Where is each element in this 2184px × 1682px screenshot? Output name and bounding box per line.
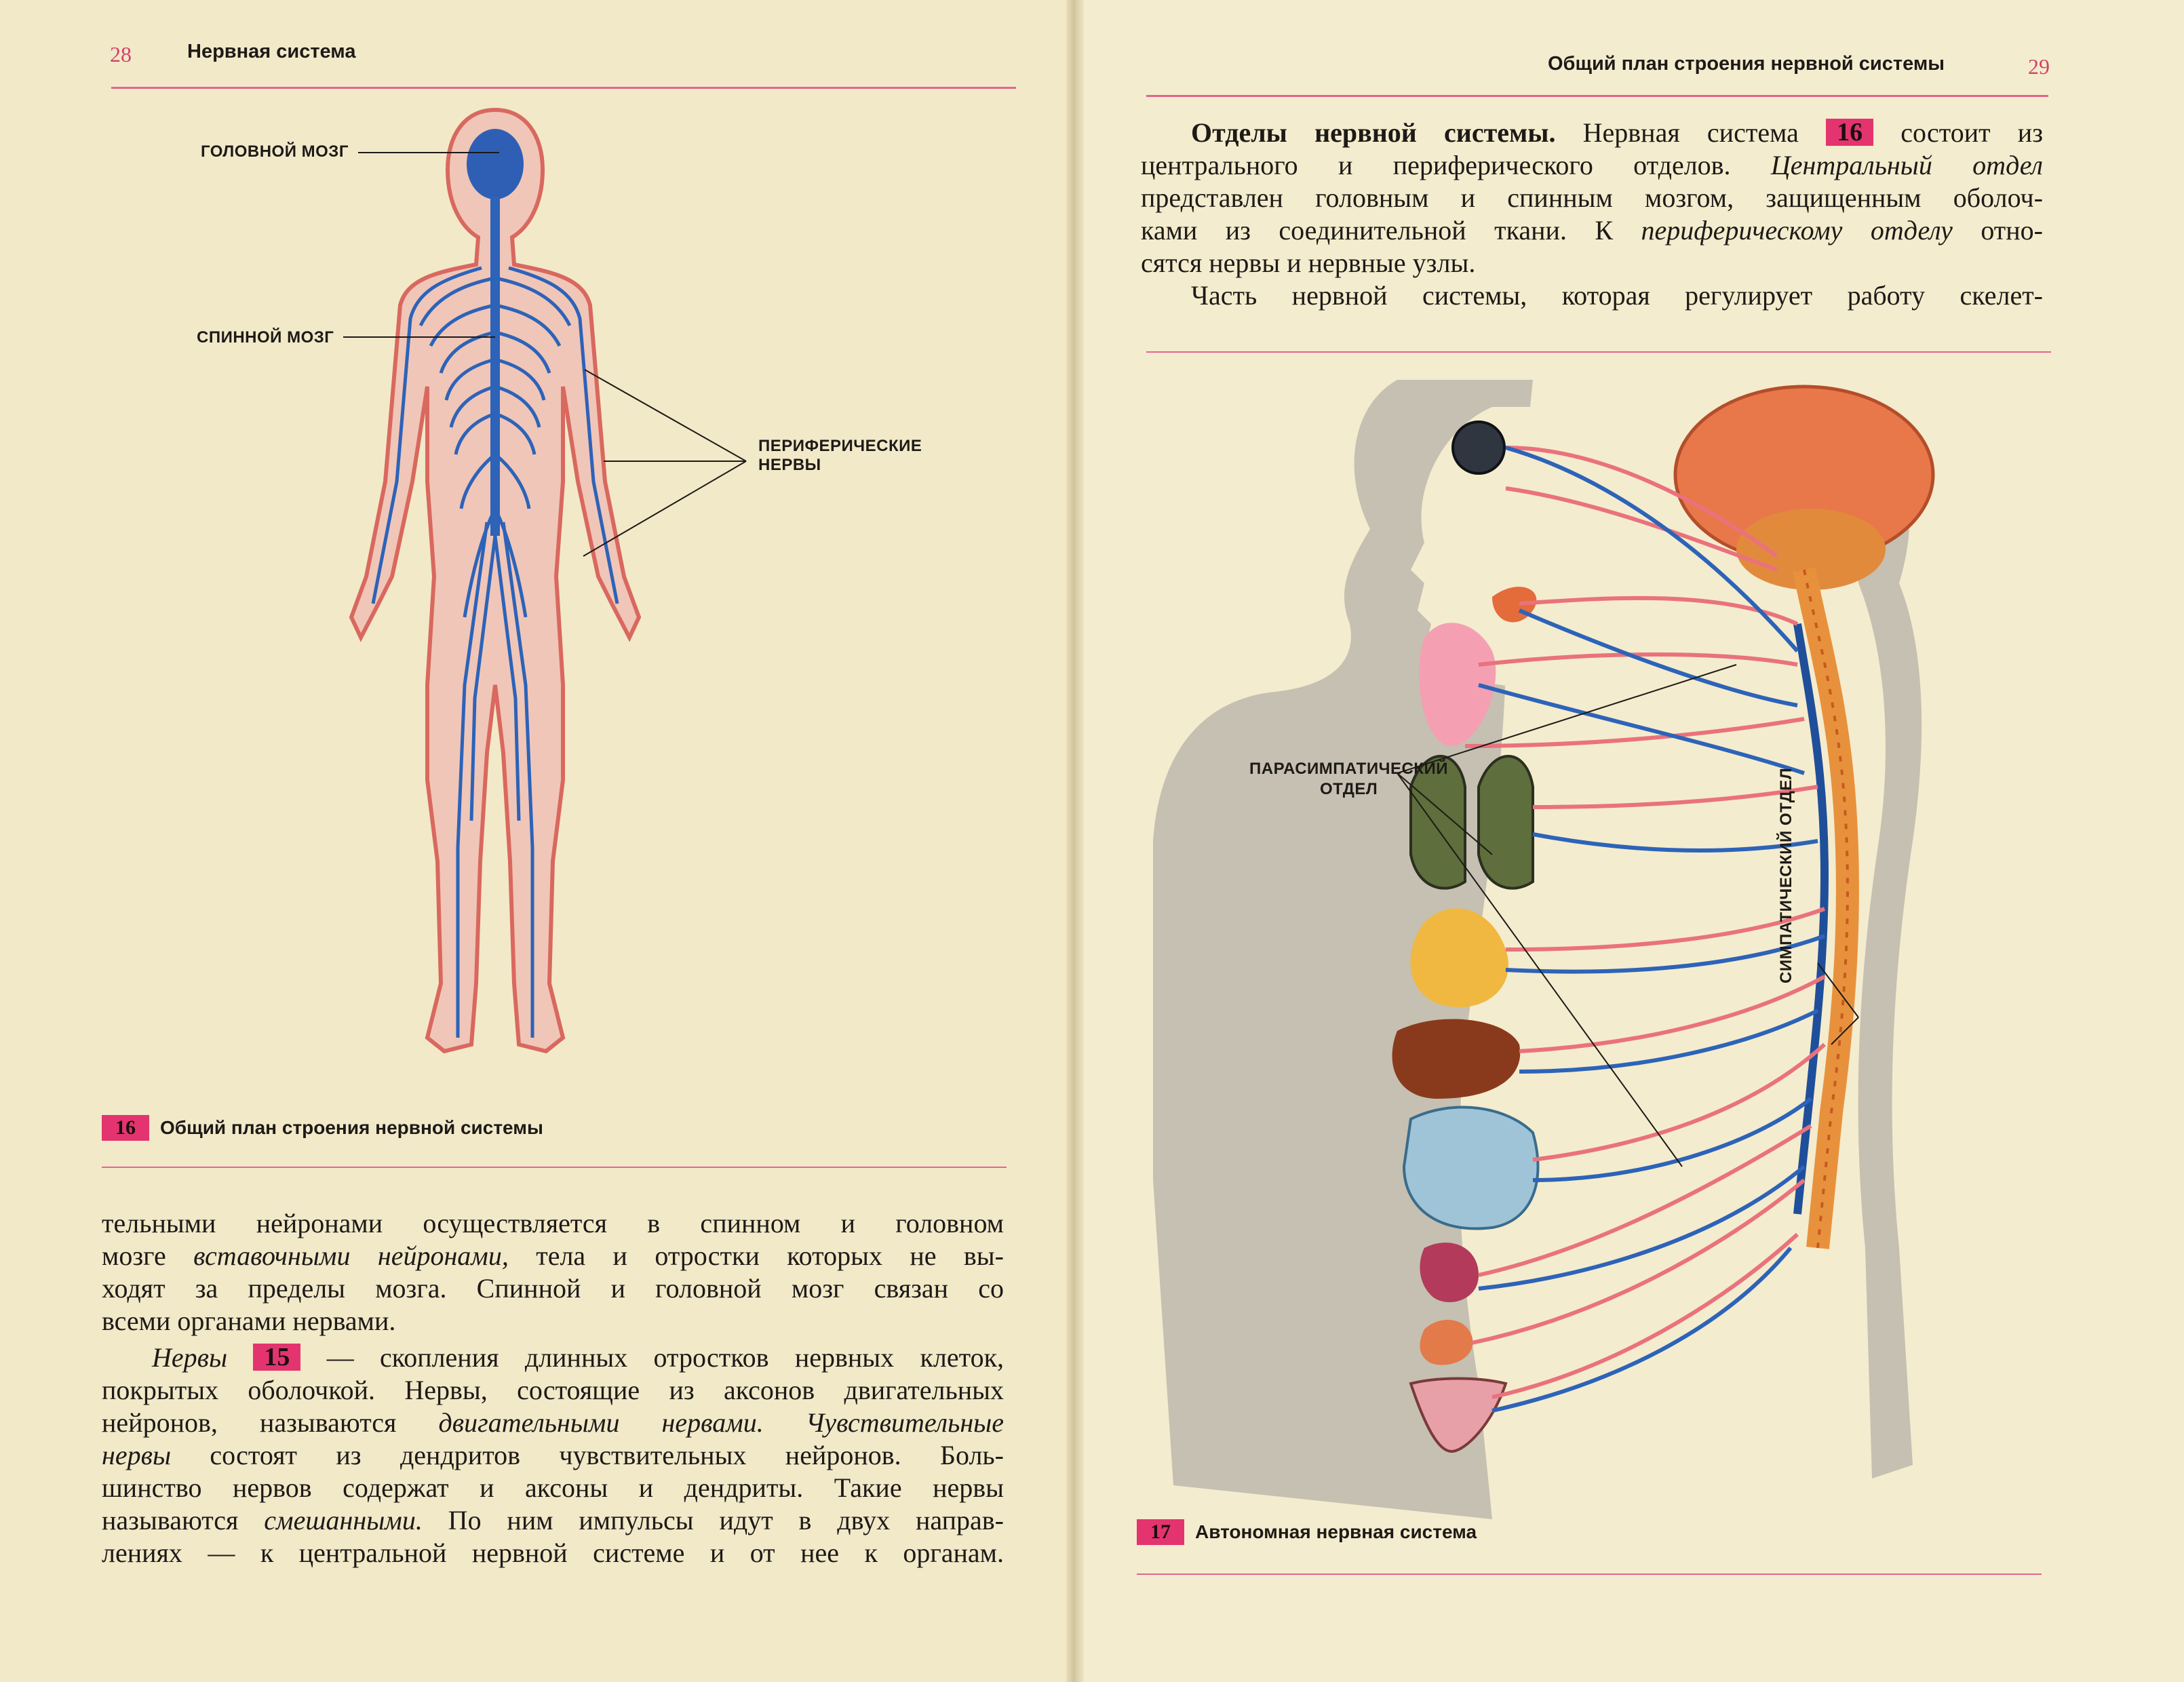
figure-16-caption-text: Общий план строения нервной системы [160,1117,543,1138]
text-line: сятся нервы и нервные узлы. [1141,248,1476,278]
badge-16: 16 [1826,119,1873,146]
intestine-organ [1404,1108,1538,1229]
figure-17-caption-text: Автономная нервная система [1195,1521,1477,1542]
liver-organ [1392,1019,1521,1099]
text-line: Отделы нервной системы. Нервная система 16 состоит из [1191,117,2043,148]
text-line: нейронов, называются двигательными нервами. Чувствительные [102,1407,1004,1438]
left-body-text [102,1207,1004,1569]
text-line: ками из соединительной ткани. К периферическому отделу отно- [1141,215,2043,246]
figure-16-caption [102,1115,543,1141]
text-line: Часть нервной системы, которая регулирует работу скелет- [1191,280,2043,311]
label-peripheral-nerves-line2: НЕРВЫ [758,456,821,474]
label-peripheral-nerves-line1: ПЕРИФЕРИЧЕСКИЕ [758,437,922,455]
figure-17-caption [1137,1519,1477,1545]
text-line: центрального и периферического отделов. Центральный отдел [1141,150,2043,180]
running-head-left: Нервная система [187,41,356,62]
text-line: всеми органами нервами. [102,1306,396,1336]
text-line: мозге вставочными нейронами, тела и отростки которых не вы- [102,1240,1004,1271]
label-parasympathetic-line1: ПАРАСИМПАТИЧЕСКИЙ [1249,760,1448,778]
eye-organ [1453,422,1504,473]
text-line: представлен головным и спинным мозгом, защищенным оболоч- [1141,182,2043,213]
text-figure-rule-right [1146,351,2051,353]
caption-rule-left [102,1167,1007,1168]
text-line: тельными нейронами осуществляется в спинном и головном [102,1208,1004,1238]
figure-16-number-badge: 16 [102,1115,149,1141]
text-line: ходят за пределы мозга. Спинной и головной мозг связан со [102,1273,1004,1304]
label-spinal-cord: СПИННОЙ МОЗГ [197,328,334,347]
page-number-left: 28 [110,42,132,66]
label-parasympathetic-line2: ОТДЕЛ [1320,780,1378,798]
running-head-right: Общий план строения нервной системы [1548,53,1945,75]
text-line: шинство нервов содержат и аксоны и дендриты. Такие нервы [102,1472,1004,1503]
text-line: лениях — к центральной нервной системе и от нее к органам. [102,1538,1004,1568]
text-line: нервы состоят из дендритов чувствительных нейронов. Боль- [102,1440,1004,1470]
text-line: Нервы 15 — скопления длинных отростков нервных клеток, [152,1342,1004,1373]
figure-17-number-badge: 17 [1137,1519,1184,1545]
caption-rule-right [1137,1573,2042,1575]
text-line: называются смешанными. По ним импульсы идут в двух направ- [102,1505,1004,1536]
text-line: покрытых оболочкой. Нервы, состоящие из аксонов двигательных [102,1375,1004,1405]
figure-16-leader-lines [0,0,1075,610]
label-brain: ГОЛОВНОЙ МОЗГ [201,142,349,161]
right-body-text [1141,117,2043,312]
badge-15: 15 [253,1344,300,1371]
header-rule-right [1146,95,2048,97]
stomach-organ [1411,908,1508,1007]
page-number-right: 29 [2028,54,2050,79]
figure-17-illustration [1126,366,2035,1519]
label-sympathetic: СИМПАТИЧЕСКИЙ ОТДЕЛ [1777,767,1795,983]
